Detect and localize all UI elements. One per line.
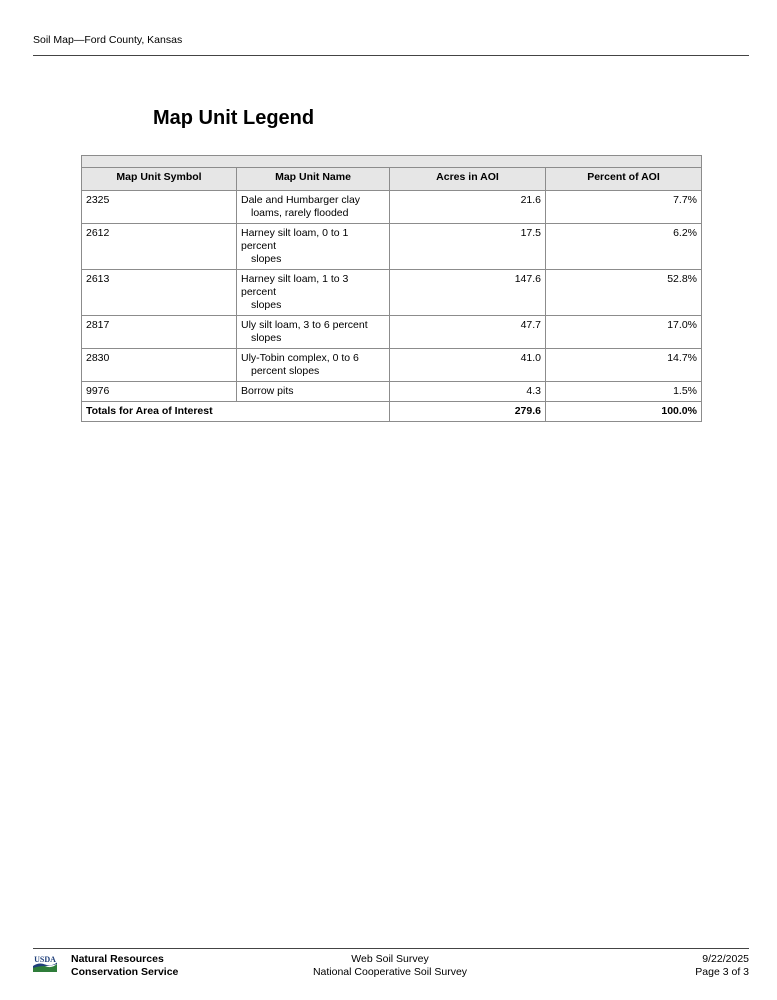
document-header: Soil Map—Ford County, Kansas [33, 34, 183, 46]
map-unit-symbol: 2612 [82, 224, 237, 270]
percent-of-aoi: 17.0% [546, 316, 702, 349]
acres-in-aoi: 47.7 [390, 316, 546, 349]
percent-of-aoi: 1.5% [546, 382, 702, 402]
map-unit-name [237, 270, 390, 316]
footer-center-line2: National Cooperative Soil Survey [312, 966, 468, 978]
map-unit-symbol: 9976 [82, 382, 237, 402]
percent-of-aoi: 52.8% [546, 270, 702, 316]
map-unit-name [237, 191, 390, 224]
map-unit-name: Borrow pits [237, 382, 390, 402]
usda-logo-text: USDA [34, 955, 56, 964]
map-unit-name-line1: Uly silt loam, 3 to 6 percent [241, 319, 368, 331]
acres-in-aoi: 41.0 [390, 349, 546, 382]
header-divider [33, 55, 749, 56]
map-unit-symbol: 2325 [82, 191, 237, 224]
map-unit-name-line1: Harney silt loam, 0 to 1 percent [241, 227, 349, 252]
percent-of-aoi: 7.7% [546, 191, 702, 224]
column-header-acres: Acres in AOI [390, 168, 546, 191]
agency-name [71, 953, 178, 979]
table-row [82, 270, 702, 316]
map-unit-name-line2: slopes [251, 253, 282, 265]
map-unit-name-line2: slopes [251, 332, 282, 344]
map-unit-name-line1: Harney silt loam, 1 to 3 percent [241, 273, 349, 298]
column-header-symbol: Map Unit Symbol [82, 168, 237, 191]
column-header-percent: Percent of AOI [546, 168, 702, 191]
map-unit-name-line2: slopes [251, 299, 282, 311]
footer-page-number: Page 3 of 3 [695, 966, 749, 978]
map-unit-name-line2: loams, rarely flooded [251, 207, 349, 219]
footer-right [695, 953, 749, 979]
map-unit-symbol: 2817 [82, 316, 237, 349]
map-unit-name [237, 224, 390, 270]
table-row [82, 191, 702, 224]
table-row [82, 224, 702, 270]
table-row [82, 349, 702, 382]
table-top-band [82, 156, 702, 168]
totals-acres: 279.6 [390, 402, 546, 422]
map-unit-name [237, 349, 390, 382]
table-row [82, 382, 702, 402]
agency-line1: Natural Resources [71, 953, 164, 965]
totals-row [82, 402, 702, 422]
page-title: Map Unit Legend [153, 107, 315, 129]
map-unit-symbol: 2613 [82, 270, 237, 316]
acres-in-aoi: 4.3 [390, 382, 546, 402]
totals-percent: 100.0% [546, 402, 702, 422]
acres-in-aoi: 147.6 [390, 270, 546, 316]
map-unit-legend-table [81, 155, 702, 422]
footer-center [290, 953, 490, 979]
table-header-row [82, 168, 702, 191]
column-header-name: Map Unit Name [237, 168, 390, 191]
map-unit-name-line1: Dale and Humbarger clay [241, 194, 361, 206]
footer-center-line1: Web Soil Survey [351, 953, 429, 965]
table-row [82, 316, 702, 349]
acres-in-aoi: 21.6 [390, 191, 546, 224]
map-unit-symbol: 2830 [82, 349, 237, 382]
percent-of-aoi: 6.2% [546, 224, 702, 270]
acres-in-aoi: 17.5 [390, 224, 546, 270]
map-unit-name-line2: percent slopes [251, 365, 320, 377]
map-unit-name [237, 316, 390, 349]
map-unit-name-line1: Uly-Tobin complex, 0 to 6 [241, 352, 359, 364]
footer-date: 9/22/2025 [702, 953, 749, 965]
agency-line2: Conservation Service [71, 966, 179, 978]
totals-label: Totals for Area of Interest [82, 402, 390, 422]
percent-of-aoi: 14.7% [546, 349, 702, 382]
footer-divider [33, 948, 749, 949]
usda-logo [33, 954, 57, 972]
